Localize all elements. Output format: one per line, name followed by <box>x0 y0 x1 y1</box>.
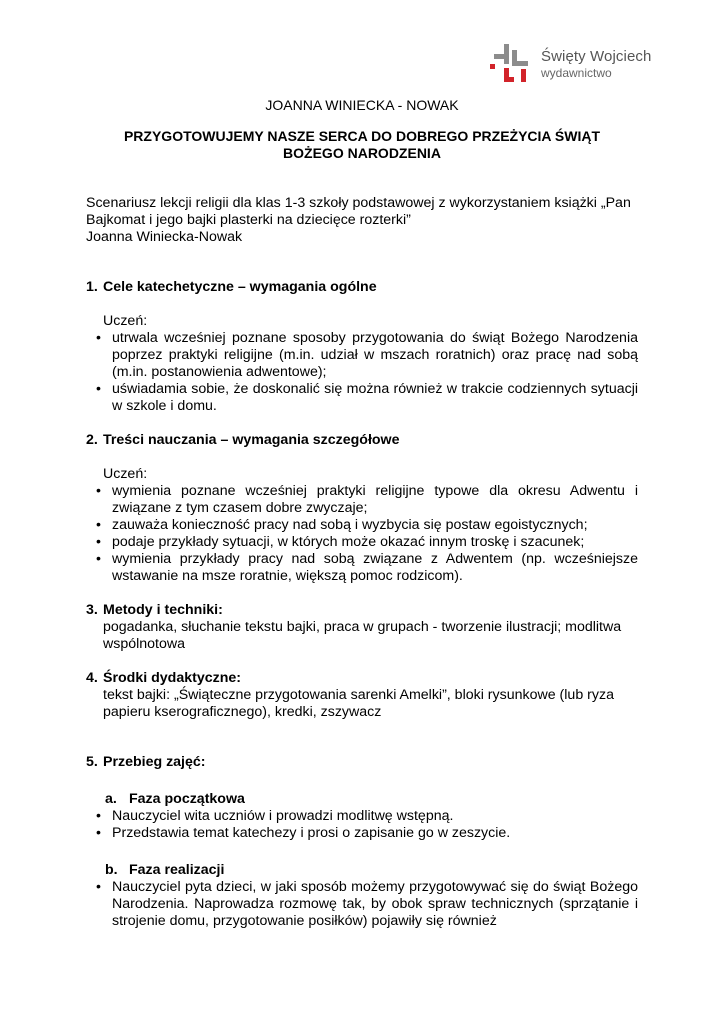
title-line-2: BOŻEGO NARODZENIA <box>283 145 441 161</box>
section-1-list <box>86 330 638 415</box>
subsection-letter: b. <box>105 862 118 878</box>
section-1-lead: Uczeń: <box>103 313 148 329</box>
list-item: • Nauczyciel pyta dzieci, w jaki sposób możemy przygotowywać się do świąt Bożego Narodzenia. Naprowadza rozmowę tak, by obok spraw technicznych (sprzątanie i strojenie domu, przygotowanie posiłków) pojawiły się również <box>86 879 638 930</box>
section-title: Cele katechetyczne – wymagania ogólne <box>103 279 377 295</box>
subsection-title: Faza realizacji <box>129 862 225 878</box>
section-title: Metody i techniki: <box>103 602 223 618</box>
intro-text: Scenariusz lekcji religii dla klas 1-3 szkoły podstawowej z wykorzystaniem książki „Pan Bajkomat i jego bajki plasterki na dziecięce rozterki” <box>86 195 631 228</box>
section-2-list <box>86 483 638 585</box>
section-title: Środki dydaktyczne: <box>103 670 241 686</box>
section-number: 1. <box>86 279 98 295</box>
document-title <box>86 128 638 162</box>
subsection-a-list <box>86 808 638 842</box>
publisher-logo <box>490 42 650 84</box>
list-item: • zauważa konieczność pracy nad sobą i wyzbycia się postaw egoistycznych; <box>86 517 638 534</box>
section-2-lead: Uczeń: <box>103 466 148 482</box>
logo-name: Święty Wojciech <box>541 48 652 65</box>
section-3-text: pogadanka, słuchanie tekstu bajki, praca w grupach - tworzenie ilustracji; modlitwa wspólnotowa <box>103 619 622 652</box>
list-item: • uświadamia sobie, że doskonalić się można również w trakcie codziennych sytuacji w szkole i domu. <box>86 381 638 415</box>
subsection-letter: a. <box>105 791 117 807</box>
section-title: Przebieg zajęć: <box>103 754 206 770</box>
subsection-b-list <box>86 879 638 930</box>
section-4-heading <box>86 670 638 687</box>
section-number: 3. <box>86 602 98 618</box>
list-item: • wymienia przykłady pracy nad sobą związane z Adwentem (np. wcześniejsze wstawanie na msze roratnie, większą pomoc rodzicom). <box>86 551 638 585</box>
section-5-heading <box>86 754 638 771</box>
list-item: • utrwala wcześniej poznane sposoby przygotowania do świąt Bożego Narodzenia poprzez praktyki religijne (m.in. udział w mszach roratnich) oraz pracę nad sobą (m.in. postanowienia adwentowe); <box>86 330 638 381</box>
list-item: • Przedstawia temat katechezy i prosi o zapisanie go w zeszycie. <box>86 825 638 842</box>
author-heading: JOANNA WINIECKA - NOWAK <box>265 97 459 113</box>
document-content <box>86 97 638 930</box>
intro-author: Joanna Winiecka-Nowak <box>86 229 243 245</box>
section-number: 2. <box>86 432 98 448</box>
title-line-1: PRZYGOTOWUJEMY NASZE SERCA DO DOBREGO PRZEŻYCIA ŚWIĄT <box>123 128 601 144</box>
logo-subtitle: wydawnictwo <box>541 66 612 80</box>
list-item: • podaje przykłady sytuacji, w których może okazać innym troskę i szacunek; <box>86 534 638 551</box>
section-4-text: tekst bajki: „Świąteczne przygotowania sarenki Amelki”, bloki rysunkowe (lub ryza papieru kserograficznego), kredki, zszywacz <box>103 687 614 720</box>
cross-logo-icon <box>490 42 534 84</box>
subsection-a-heading <box>86 791 638 808</box>
list-item: • Nauczyciel wita uczniów i prowadzi modlitwę wstępną. <box>86 808 638 825</box>
section-1-heading <box>86 279 638 296</box>
section-2-heading <box>86 432 638 449</box>
section-3-heading <box>86 602 638 619</box>
subsection-title: Faza początkowa <box>129 791 245 807</box>
subsection-b-heading <box>86 862 638 879</box>
section-number: 4. <box>86 670 98 686</box>
section-number: 5. <box>86 754 98 770</box>
list-item: • wymienia poznane wcześniej praktyki religijne typowe dla okresu Adwentu i związane z tym czasem dobre zwyczaje; <box>86 483 638 517</box>
section-title: Treści nauczania – wymagania szczegółowe <box>103 432 400 448</box>
